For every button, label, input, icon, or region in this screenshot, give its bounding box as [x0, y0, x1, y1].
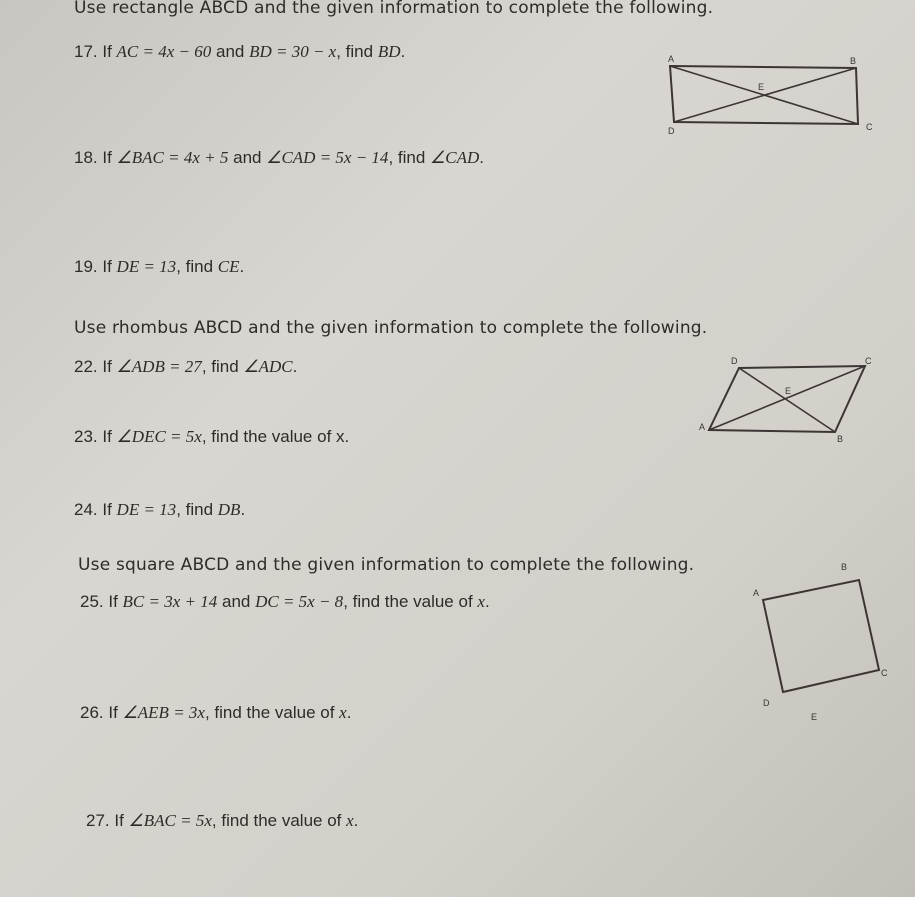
- problem-target: DB: [217, 500, 241, 519]
- vertex-label-e: E: [758, 82, 765, 92]
- problem-number: 17.: [74, 42, 98, 61]
- vertex-label-a: A: [753, 588, 760, 598]
- vertex-label-c: C: [881, 668, 888, 678]
- problem-text: If: [102, 148, 117, 167]
- problem-number: 26.: [80, 703, 104, 722]
- problem-text: .: [353, 811, 359, 830]
- problem-text: .: [479, 148, 485, 167]
- problem-text: , find: [176, 257, 218, 276]
- problem-text: .: [400, 42, 406, 61]
- problem-text: and: [228, 148, 267, 167]
- problem-number: 22.: [74, 357, 98, 376]
- vertex-label-d: D: [763, 698, 770, 708]
- problem-expression: ∠DEC = 5x: [116, 427, 202, 446]
- problem-expression: BC = 3x + 14: [122, 592, 218, 611]
- problem-text: .: [346, 703, 352, 722]
- problem-number: 24.: [74, 500, 98, 519]
- problem-text: , find the value of x.: [201, 427, 350, 446]
- vertex-label-e: E: [811, 712, 818, 722]
- problem-text: , find: [388, 148, 431, 167]
- problem-text: If: [108, 592, 123, 611]
- rectangle-figure: [662, 52, 872, 143]
- vertex-label-c: C: [865, 356, 872, 366]
- vertex-label-a: A: [668, 54, 675, 64]
- problem-text: , find: [176, 500, 218, 519]
- problem-target: ∠ADC: [243, 357, 293, 376]
- vertex-label-c: C: [866, 122, 873, 132]
- problem-expression: ∠BAC = 4x + 5: [116, 148, 229, 167]
- problem-text: , find the value of: [211, 811, 347, 830]
- problem-number: 19.: [74, 257, 98, 276]
- problem-17: [74, 42, 405, 62]
- problem-target: ∠CAD: [430, 148, 480, 167]
- problem-text: If: [108, 703, 123, 722]
- vertex-label-a: A: [699, 422, 706, 432]
- problem-27: [86, 811, 358, 831]
- problem-target: CE: [217, 257, 240, 276]
- problem-text: .: [484, 592, 490, 611]
- vertex-label-d: D: [668, 126, 675, 136]
- problem-expression: DE = 13: [116, 257, 177, 276]
- problem-text: .: [240, 500, 246, 519]
- problem-number: 27.: [86, 811, 110, 830]
- problem-expression: BD = 30 − x: [249, 42, 337, 61]
- problem-target: BD: [377, 42, 401, 61]
- problem-text: .: [292, 357, 298, 376]
- vertex-label-e: E: [785, 386, 792, 396]
- section-heading-rhombus: Use rhombus ABCD and the given information to complete the following.: [74, 318, 708, 338]
- problem-target: x: [346, 811, 354, 830]
- problem-text: and: [211, 42, 250, 61]
- problem-number: 25.: [80, 592, 104, 611]
- problem-number: 23.: [74, 427, 98, 446]
- problem-25: [80, 592, 490, 612]
- problem-text: If: [102, 500, 117, 519]
- problem-target: x: [477, 592, 485, 611]
- problem-text: , find the value of: [343, 592, 478, 611]
- problem-expression: ∠AEB = 3x: [122, 703, 205, 722]
- problem-22: [74, 357, 297, 377]
- problem-26: [80, 703, 351, 723]
- problem-text: If: [102, 42, 117, 61]
- problem-target: x: [339, 703, 347, 722]
- problem-expression: ∠ADB = 27: [116, 357, 202, 376]
- vertex-label-b: B: [850, 56, 857, 66]
- problem-number: 18.: [74, 148, 98, 167]
- section-heading-square: Use square ABCD and the given information to complete the following.: [78, 555, 695, 575]
- problem-18: [74, 148, 484, 168]
- vertex-label-d: D: [731, 356, 738, 366]
- problem-text: , find: [336, 42, 378, 61]
- problem-19: [74, 257, 244, 277]
- problem-expression: ∠BAC = 5x: [128, 811, 212, 830]
- problem-23: [74, 427, 349, 447]
- problem-text: If: [102, 357, 117, 376]
- problem-text: , find: [201, 357, 244, 376]
- problem-text: .: [239, 257, 245, 276]
- vertex-label-b: B: [841, 562, 848, 572]
- problem-text: If: [102, 427, 117, 446]
- problem-text: If: [114, 811, 129, 830]
- problem-expression: DE = 13: [116, 500, 177, 519]
- problem-24: [74, 500, 245, 520]
- section-heading-rectangle: Use rectangle ABCD and the given information to complete the following.: [74, 0, 714, 18]
- problem-text: , find the value of: [204, 703, 340, 722]
- problem-expression: ∠CAD = 5x − 14: [266, 148, 389, 167]
- problem-expression: AC = 4x − 60: [116, 42, 212, 61]
- problem-expression: DC = 5x − 8: [255, 592, 344, 611]
- problem-text: and: [217, 592, 256, 611]
- rhombus-figure: [695, 356, 880, 453]
- vertex-label-b: B: [837, 434, 844, 444]
- problem-text: If: [102, 257, 117, 276]
- square-figure: [755, 560, 900, 735]
